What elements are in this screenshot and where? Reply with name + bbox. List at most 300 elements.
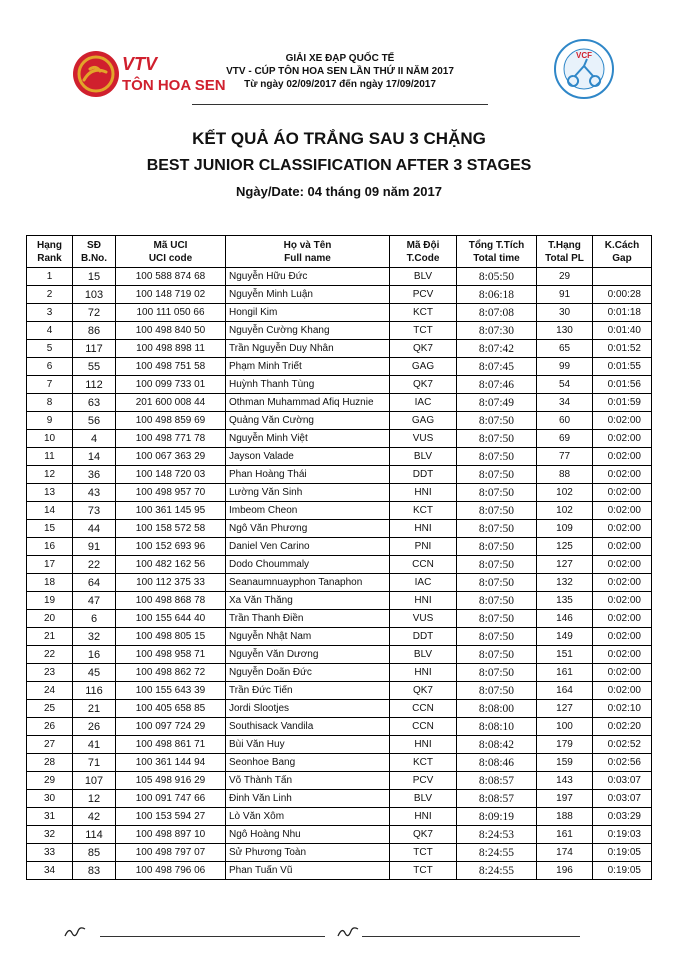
col-header-rank: Hạng Rank xyxy=(27,236,73,268)
cell-uci-code: 100 361 144 94 xyxy=(116,754,226,772)
table-row xyxy=(27,358,652,376)
vcf-logo xyxy=(553,38,615,100)
cell-gap: 0:19:03 xyxy=(593,826,652,844)
cell-gap: 0:02:00 xyxy=(593,412,652,430)
cell-gap: 0:03:29 xyxy=(593,808,652,826)
cell-total-pl: 196 xyxy=(537,862,593,880)
cell-total-time: 8:08:10 xyxy=(457,718,537,736)
cell-uci-code: 100 148 719 02 xyxy=(116,286,226,304)
cell-full-name: Jayson Valade xyxy=(226,448,390,466)
cell-full-name: Othman Muhammad Afiq Huznie xyxy=(226,394,390,412)
cell-gap xyxy=(593,268,652,286)
cell-uci-code: 100 361 145 95 xyxy=(116,502,226,520)
cell-rank: 21 xyxy=(27,628,73,646)
cell-total-pl: 102 xyxy=(537,484,593,502)
cell-gap: 0:19:05 xyxy=(593,862,652,880)
cell-bib: 103 xyxy=(73,286,116,304)
cell-team-code: QK7 xyxy=(390,826,457,844)
cell-full-name: Trần Thanh Điền xyxy=(226,610,390,628)
cell-uci-code: 100 498 805 15 xyxy=(116,628,226,646)
cell-rank: 31 xyxy=(27,808,73,826)
cell-full-name: Sử Phương Toàn xyxy=(226,844,390,862)
cell-team-code: DDT xyxy=(390,466,457,484)
cell-gap: 0:01:55 xyxy=(593,358,652,376)
cell-full-name: Bùi Văn Huy xyxy=(226,736,390,754)
cell-uci-code: 100 498 797 07 xyxy=(116,844,226,862)
cell-total-time: 8:07:50 xyxy=(457,664,537,682)
table-row xyxy=(27,664,652,682)
cell-full-name: Nguyễn Nhật Nam xyxy=(226,628,390,646)
table-row xyxy=(27,376,652,394)
table-row xyxy=(27,862,652,880)
event-header-line3: Từ ngày 02/09/2017 đến ngày 17/09/2017 xyxy=(244,79,436,90)
cell-bib: 71 xyxy=(73,754,116,772)
title-english: BEST JUNIOR CLASSIFICATION AFTER 3 STAGES xyxy=(146,157,532,174)
cell-uci-code: 100 498 868 78 xyxy=(116,592,226,610)
cell-team-code: PCV xyxy=(390,286,457,304)
cell-total-pl: 127 xyxy=(537,556,593,574)
cell-gap: 0:01:18 xyxy=(593,304,652,322)
table-row xyxy=(27,718,652,736)
col-header-gap: K.Cách Gap xyxy=(593,236,652,268)
event-header-line2: VTV - CÚP TÔN HOA SEN LẦN THỨ II NĂM 2017 xyxy=(226,66,454,77)
cell-uci-code: 100 099 733 01 xyxy=(116,376,226,394)
cell-full-name: Seanaumnuayphon Tanaphon xyxy=(226,574,390,592)
cell-bib: 64 xyxy=(73,574,116,592)
cell-total-time: 8:07:50 xyxy=(457,484,537,502)
cell-full-name: Võ Thành Tấn xyxy=(226,772,390,790)
table-row xyxy=(27,790,652,808)
cell-uci-code: 100 498 796 06 xyxy=(116,862,226,880)
table-row xyxy=(27,700,652,718)
cell-bib: 116 xyxy=(73,682,116,700)
cell-bib: 32 xyxy=(73,628,116,646)
cell-total-time: 8:08:00 xyxy=(457,700,537,718)
signature-line-left xyxy=(100,936,325,937)
cell-total-pl: 30 xyxy=(537,304,593,322)
cell-total-time: 8:24:53 xyxy=(457,826,537,844)
cell-rank: 3 xyxy=(27,304,73,322)
cell-uci-code: 100 498 958 71 xyxy=(116,646,226,664)
table-row xyxy=(27,628,652,646)
cell-gap: 0:02:00 xyxy=(593,430,652,448)
cell-gap: 0:03:07 xyxy=(593,772,652,790)
cell-total-time: 8:07:50 xyxy=(457,430,537,448)
table-row xyxy=(27,574,652,592)
cell-team-code: QK7 xyxy=(390,340,457,358)
cell-total-pl: 132 xyxy=(537,574,593,592)
cell-total-pl: 159 xyxy=(537,754,593,772)
cell-total-pl: 161 xyxy=(537,664,593,682)
cell-uci-code: 100 097 724 29 xyxy=(116,718,226,736)
title-vietnamese: KẾT QUẢ ÁO TRẮNG SAU 3 CHẶNG xyxy=(192,129,486,148)
cell-full-name: Jordi Slootjes xyxy=(226,700,390,718)
cell-gap: 0:02:56 xyxy=(593,754,652,772)
event-header-line1: GIẢI XE ĐẠP QUỐC TẾ xyxy=(285,53,395,64)
cell-full-name: Ngô Hoàng Nhu xyxy=(226,826,390,844)
cell-gap: 0:02:00 xyxy=(593,556,652,574)
cell-uci-code: 100 498 862 72 xyxy=(116,664,226,682)
cell-team-code: CCN xyxy=(390,556,457,574)
cell-team-code: PNI xyxy=(390,538,457,556)
cell-bib: 6 xyxy=(73,610,116,628)
cell-bib: 63 xyxy=(73,394,116,412)
cell-total-pl: 29 xyxy=(537,268,593,286)
cell-bib: 41 xyxy=(73,736,116,754)
cell-bib: 12 xyxy=(73,790,116,808)
cell-total-pl: 164 xyxy=(537,682,593,700)
table-row xyxy=(27,394,652,412)
table-row xyxy=(27,592,652,610)
cell-total-pl: 197 xyxy=(537,790,593,808)
cell-gap: 0:02:20 xyxy=(593,718,652,736)
cell-full-name: Dodo Choummaly xyxy=(226,556,390,574)
cell-rank: 12 xyxy=(27,466,73,484)
table-row xyxy=(27,502,652,520)
cell-rank: 29 xyxy=(27,772,73,790)
cell-total-time: 8:08:46 xyxy=(457,754,537,772)
cell-total-time: 8:07:46 xyxy=(457,376,537,394)
table-row xyxy=(27,268,652,286)
cell-team-code: KCT xyxy=(390,304,457,322)
cell-gap: 0:01:59 xyxy=(593,394,652,412)
cell-rank: 15 xyxy=(27,520,73,538)
cell-uci-code: 100 482 162 56 xyxy=(116,556,226,574)
cell-rank: 11 xyxy=(27,448,73,466)
cell-full-name: Nguyễn Minh Luận xyxy=(226,286,390,304)
cell-total-pl: 143 xyxy=(537,772,593,790)
cell-total-pl: 34 xyxy=(537,394,593,412)
cell-gap: 0:02:00 xyxy=(593,538,652,556)
cell-gap: 0:02:52 xyxy=(593,736,652,754)
cell-bib: 26 xyxy=(73,718,116,736)
cell-total-time: 8:07:45 xyxy=(457,358,537,376)
table-row xyxy=(27,322,652,340)
cell-full-name: Lường Văn Sinh xyxy=(226,484,390,502)
cell-team-code: CCN xyxy=(390,718,457,736)
signature-line-right xyxy=(362,936,580,937)
cell-rank: 27 xyxy=(27,736,73,754)
cell-uci-code: 100 498 751 58 xyxy=(116,358,226,376)
cell-full-name: Xa Văn Thăng xyxy=(226,592,390,610)
cell-rank: 33 xyxy=(27,844,73,862)
cell-team-code: BLV xyxy=(390,268,457,286)
cell-team-code: TCT xyxy=(390,862,457,880)
cell-gap: 0:02:00 xyxy=(593,646,652,664)
cell-team-code: HNI xyxy=(390,664,457,682)
date-line: Ngày/Date: 04 tháng 09 năm 2017 xyxy=(236,184,442,199)
cell-total-pl: 69 xyxy=(537,430,593,448)
cell-gap: 0:02:00 xyxy=(593,520,652,538)
cell-uci-code: 100 111 050 66 xyxy=(116,304,226,322)
cell-total-time: 8:07:30 xyxy=(457,322,537,340)
cell-total-pl: 54 xyxy=(537,376,593,394)
cell-uci-code: 100 405 658 85 xyxy=(116,700,226,718)
table-row xyxy=(27,340,652,358)
cell-rank: 19 xyxy=(27,592,73,610)
cell-total-pl: 188 xyxy=(537,808,593,826)
cell-rank: 2 xyxy=(27,286,73,304)
table-row xyxy=(27,610,652,628)
cell-team-code: KCT xyxy=(390,754,457,772)
cell-gap: 0:02:10 xyxy=(593,700,652,718)
cell-team-code: QK7 xyxy=(390,682,457,700)
cell-bib: 42 xyxy=(73,808,116,826)
cell-total-time: 8:07:50 xyxy=(457,502,537,520)
cell-team-code: BLV xyxy=(390,646,457,664)
cell-bib: 112 xyxy=(73,376,116,394)
cell-team-code: GAG xyxy=(390,412,457,430)
cell-rank: 10 xyxy=(27,430,73,448)
cell-uci-code: 100 155 643 39 xyxy=(116,682,226,700)
cell-bib: 4 xyxy=(73,430,116,448)
cell-team-code: QK7 xyxy=(390,376,457,394)
cell-uci-code: 100 588 874 68 xyxy=(116,268,226,286)
cell-total-time: 8:07:50 xyxy=(457,556,537,574)
logo-brand-text: TÔN HOA SEN xyxy=(122,77,226,94)
cell-uci-code: 100 091 747 66 xyxy=(116,790,226,808)
table-row xyxy=(27,538,652,556)
cell-total-time: 8:07:50 xyxy=(457,610,537,628)
cell-gap: 0:02:00 xyxy=(593,484,652,502)
cell-full-name: Phan Tuấn Vũ xyxy=(226,862,390,880)
cell-uci-code: 100 498 771 78 xyxy=(116,430,226,448)
cell-total-pl: 151 xyxy=(537,646,593,664)
cell-total-time: 8:08:42 xyxy=(457,736,537,754)
cell-gap: 0:01:56 xyxy=(593,376,652,394)
col-header-total-pl: T.Hạng Total PL xyxy=(537,236,593,268)
cell-gap: 0:03:07 xyxy=(593,790,652,808)
cell-total-time: 8:07:50 xyxy=(457,574,537,592)
cell-rank: 4 xyxy=(27,322,73,340)
cell-full-name: Ngô Văn Phương xyxy=(226,520,390,538)
cell-bib: 86 xyxy=(73,322,116,340)
table-row xyxy=(27,520,652,538)
cell-team-code: TCT xyxy=(390,844,457,862)
cell-rank: 26 xyxy=(27,718,73,736)
cell-uci-code: 100 067 363 29 xyxy=(116,448,226,466)
cell-total-pl: 125 xyxy=(537,538,593,556)
cell-gap: 0:19:05 xyxy=(593,844,652,862)
table-row xyxy=(27,826,652,844)
cell-full-name: Hongil Kim xyxy=(226,304,390,322)
cell-rank: 28 xyxy=(27,754,73,772)
cell-team-code: HNI xyxy=(390,736,457,754)
table-row xyxy=(27,286,652,304)
cell-full-name: Nguyễn Văn Dương xyxy=(226,646,390,664)
cell-uci-code: 105 498 916 29 xyxy=(116,772,226,790)
cell-rank: 30 xyxy=(27,790,73,808)
cell-total-pl: 109 xyxy=(537,520,593,538)
cell-full-name: Trần Nguyễn Duy Nhân xyxy=(226,340,390,358)
cell-total-time: 8:05:50 xyxy=(457,268,537,286)
table-row xyxy=(27,772,652,790)
cell-total-time: 8:24:55 xyxy=(457,844,537,862)
cell-rank: 23 xyxy=(27,664,73,682)
cell-total-pl: 130 xyxy=(537,322,593,340)
cell-total-time: 8:08:57 xyxy=(457,772,537,790)
cell-rank: 13 xyxy=(27,484,73,502)
header-underline xyxy=(192,104,488,105)
cell-uci-code: 100 153 594 27 xyxy=(116,808,226,826)
cell-total-time: 8:07:50 xyxy=(457,448,537,466)
cell-total-pl: 127 xyxy=(537,700,593,718)
cell-bib: 45 xyxy=(73,664,116,682)
cell-uci-code: 100 498 861 71 xyxy=(116,736,226,754)
cell-bib: 114 xyxy=(73,826,116,844)
cell-bib: 55 xyxy=(73,358,116,376)
cell-full-name: Nguyễn Doãn Đức xyxy=(226,664,390,682)
cell-gap: 0:02:00 xyxy=(593,628,652,646)
cell-full-name: Lò Văn Xôm xyxy=(226,808,390,826)
cell-gap: 0:02:00 xyxy=(593,448,652,466)
cell-rank: 17 xyxy=(27,556,73,574)
cell-bib: 15 xyxy=(73,268,116,286)
table-header-row xyxy=(27,236,652,268)
cell-uci-code: 100 498 957 70 xyxy=(116,484,226,502)
cell-full-name: Nguyễn Minh Việt xyxy=(226,430,390,448)
cell-bib: 56 xyxy=(73,412,116,430)
cell-team-code: PCV xyxy=(390,772,457,790)
cell-total-time: 8:07:50 xyxy=(457,646,537,664)
table-row xyxy=(27,412,652,430)
cell-team-code: HNI xyxy=(390,520,457,538)
cell-total-pl: 60 xyxy=(537,412,593,430)
cell-full-name: Trần Đức Tiến xyxy=(226,682,390,700)
col-header-name: Họ và Tên Full name xyxy=(226,236,390,268)
cell-total-pl: 161 xyxy=(537,826,593,844)
table-row xyxy=(27,430,652,448)
cell-full-name: Nguyễn Cường Khang xyxy=(226,322,390,340)
cell-total-time: 8:07:50 xyxy=(457,682,537,700)
cell-bib: 117 xyxy=(73,340,116,358)
signature-mark-left-icon xyxy=(64,925,86,939)
cell-bib: 85 xyxy=(73,844,116,862)
cell-rank: 14 xyxy=(27,502,73,520)
cell-rank: 34 xyxy=(27,862,73,880)
table-row xyxy=(27,484,652,502)
cell-bib: 16 xyxy=(73,646,116,664)
cell-full-name: Daniel Ven Carino xyxy=(226,538,390,556)
cell-total-time: 8:06:18 xyxy=(457,286,537,304)
cell-team-code: BLV xyxy=(390,790,457,808)
col-header-total-time: Tổng T.Tích Total time xyxy=(457,236,537,268)
cell-gap: 0:02:00 xyxy=(593,466,652,484)
cell-total-time: 8:09:19 xyxy=(457,808,537,826)
cell-gap: 0:01:52 xyxy=(593,340,652,358)
cell-rank: 6 xyxy=(27,358,73,376)
table-row xyxy=(27,844,652,862)
cell-total-pl: 174 xyxy=(537,844,593,862)
cell-gap: 0:02:00 xyxy=(593,664,652,682)
cell-uci-code: 100 148 720 03 xyxy=(116,466,226,484)
signature-mark-right-icon xyxy=(337,925,359,939)
cell-total-time: 8:08:57 xyxy=(457,790,537,808)
cell-team-code: TCT xyxy=(390,322,457,340)
cell-total-pl: 77 xyxy=(537,448,593,466)
cell-uci-code: 100 498 897 10 xyxy=(116,826,226,844)
col-header-uci: Mã UCI UCI code xyxy=(116,236,226,268)
cell-full-name: Imbeom Cheon xyxy=(226,502,390,520)
cell-total-pl: 146 xyxy=(537,610,593,628)
cell-total-time: 8:07:50 xyxy=(457,520,537,538)
cell-total-time: 8:07:50 xyxy=(457,538,537,556)
cell-gap: 0:02:00 xyxy=(593,592,652,610)
cell-uci-code: 100 498 898 11 xyxy=(116,340,226,358)
cell-full-name: Phạm Minh Triết xyxy=(226,358,390,376)
cell-gap: 0:01:40 xyxy=(593,322,652,340)
cell-rank: 16 xyxy=(27,538,73,556)
cell-team-code: HNI xyxy=(390,484,457,502)
cell-total-time: 8:07:08 xyxy=(457,304,537,322)
cell-rank: 7 xyxy=(27,376,73,394)
cell-team-code: BLV xyxy=(390,448,457,466)
cell-full-name: Southisack Vandila xyxy=(226,718,390,736)
cell-bib: 21 xyxy=(73,700,116,718)
table-row xyxy=(27,448,652,466)
cell-full-name: Phan Hoàng Thái xyxy=(226,466,390,484)
cell-uci-code: 100 158 572 58 xyxy=(116,520,226,538)
cell-full-name: Quảng Văn Cường xyxy=(226,412,390,430)
table-row xyxy=(27,646,652,664)
cell-team-code: HNI xyxy=(390,592,457,610)
cell-gap: 0:02:00 xyxy=(593,502,652,520)
cell-team-code: IAC xyxy=(390,394,457,412)
cell-team-code: IAC xyxy=(390,574,457,592)
cell-rank: 9 xyxy=(27,412,73,430)
table-row xyxy=(27,556,652,574)
cell-bib: 14 xyxy=(73,448,116,466)
cell-team-code: HNI xyxy=(390,808,457,826)
cell-gap: 0:02:00 xyxy=(593,610,652,628)
cell-rank: 1 xyxy=(27,268,73,286)
table-row xyxy=(27,808,652,826)
cell-rank: 22 xyxy=(27,646,73,664)
cell-rank: 24 xyxy=(27,682,73,700)
cell-total-pl: 100 xyxy=(537,718,593,736)
cell-total-pl: 149 xyxy=(537,628,593,646)
cell-bib: 44 xyxy=(73,520,116,538)
col-header-team: Mã Đội T.Code xyxy=(390,236,457,268)
cell-total-time: 8:07:42 xyxy=(457,340,537,358)
table-row xyxy=(27,754,652,772)
cell-total-time: 8:07:50 xyxy=(457,412,537,430)
cell-uci-code: 100 152 693 96 xyxy=(116,538,226,556)
cell-team-code: KCT xyxy=(390,502,457,520)
cell-bib: 36 xyxy=(73,466,116,484)
cell-total-time: 8:07:50 xyxy=(457,628,537,646)
col-header-bib: SĐ B.No. xyxy=(73,236,116,268)
cell-bib: 91 xyxy=(73,538,116,556)
cell-full-name: Nguyễn Hữu Đức xyxy=(226,268,390,286)
table-row xyxy=(27,304,652,322)
cell-team-code: DDT xyxy=(390,628,457,646)
cell-total-pl: 102 xyxy=(537,502,593,520)
cell-bib: 83 xyxy=(73,862,116,880)
table-row xyxy=(27,466,652,484)
cell-total-pl: 99 xyxy=(537,358,593,376)
cell-rank: 8 xyxy=(27,394,73,412)
cell-bib: 107 xyxy=(73,772,116,790)
cell-uci-code: 100 112 375 33 xyxy=(116,574,226,592)
vcf-text: VCF xyxy=(576,51,592,60)
cell-total-time: 8:07:50 xyxy=(457,592,537,610)
table-row xyxy=(27,736,652,754)
cell-full-name: Seonhoe Bang xyxy=(226,754,390,772)
cell-gap: 0:00:28 xyxy=(593,286,652,304)
logo-vtv-text: VTV xyxy=(122,54,158,74)
cell-rank: 20 xyxy=(27,610,73,628)
